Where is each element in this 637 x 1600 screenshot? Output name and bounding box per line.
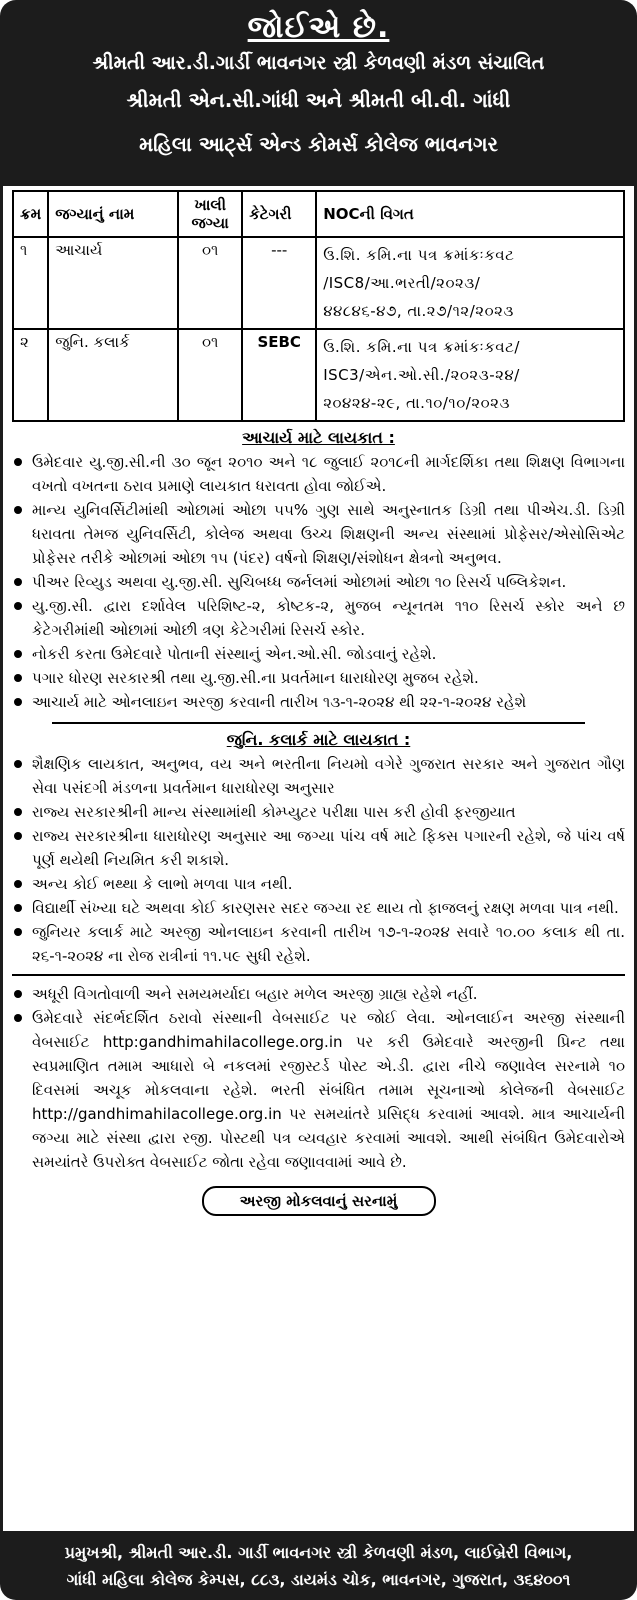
col-header-post: જગ્યાનું નામ — [48, 191, 178, 237]
cell-post: આચાર્ય — [48, 237, 178, 329]
bullet-icon — [14, 602, 22, 610]
col-header-noc: NOCની વિગત — [316, 191, 624, 237]
cell-no: ૧ — [13, 237, 48, 329]
college-name-line1: શ્રીમતી એન.સી.ગાંધી અને શ્રીમતી બી.વી. ગાંધી — [126, 88, 511, 112]
cell-noc — [316, 329, 624, 421]
col-header-category: કેટેગરી — [242, 191, 316, 237]
vacancy-table — [12, 190, 625, 422]
list-item: અન્ય કોઈ ભથ્થા કે લાભો મળવા પાત્ર નથી. — [12, 872, 625, 896]
bullet-icon — [14, 832, 22, 840]
col-header-no: ક્રમ — [13, 191, 48, 237]
table-header-row — [13, 191, 624, 237]
cell-category: SEBC — [242, 329, 316, 421]
bullet-icon — [14, 506, 22, 514]
college-name-line2: મહિલા આર્ટ્સ એન્ડ કોમર્સ કોલેજ ભાવનગર — [139, 132, 498, 156]
list-item: આચાર્ય માટે ઓનલાઇન અરજી કરવાની તારીખ ૧૩-૧-૨૦૨૪ થી ૨૨-૧-૨૦૨૪ રહેશે — [12, 690, 625, 714]
principal-qualification-heading: આચાર્ય માટે લાયકાત : — [242, 428, 395, 447]
list-item: અધૂરી વિગતોવાળી અને સમયમર્યાદા બહાર મળેલ અરજી ગ્રાહ્ય રહેશે નહીં. — [12, 982, 625, 1006]
bullet-icon — [14, 990, 22, 998]
cell-vacancy: ૦૧ — [178, 237, 242, 329]
noc-line: /ISC8/આ.ભરતી/૨૦૨૩/ — [323, 274, 481, 292]
address-line1: પ્રમુખશ્રી, શ્રીમતી આર.ડી. ગાર્ડી ભાવનગર સ્ત્રી કેળવણી મંડળ, લાઈબ્રેરી વિભાગ, — [64, 1543, 573, 1562]
cell-category: --- — [242, 237, 316, 329]
bullet-icon — [14, 808, 22, 816]
bullet-icon — [14, 904, 22, 912]
cell-post: જુનિ. કલાર્ક — [48, 329, 178, 421]
list-item: પગાર ધોરણ સરકારશ્રી તથા યુ.જી.સી.ના પ્રવર્તમાન ધારાધોરણ મુજબ રહેશે. — [12, 666, 625, 690]
bullet-icon — [14, 698, 22, 706]
bullet-icon — [14, 578, 22, 586]
trust-name: શ્રીમતી આર.ડી.ગાર્ડી ભાવનગર સ્ત્રી કેળવણી મંડળ સંચાલિત — [92, 52, 545, 74]
bullet-icon — [14, 1014, 22, 1022]
general-instructions-list — [12, 982, 625, 1174]
cell-vacancy: ૦૧ — [178, 329, 242, 421]
cell-noc — [316, 237, 624, 329]
clerk-qualification-heading: જુનિ. કલાર્ક માટે લાયકાત : — [226, 730, 411, 749]
list-item: યુ.જી.સી. દ્વારા દર્શાવેલ પરિશિષ્ટ-૨, કોષ્ટક-૨, મુજબ ન્યૂનતમ ૧૧૦ રિસર્ચ સ્કોર અને છ કેટેગરીમાંથી ઓછામાં ઓછી ત્રણ કેટેગરીમાં રિસર્ચ સ્કોર. — [12, 594, 625, 642]
divider — [12, 974, 625, 976]
noc-line: ઉ.શિ. કમિ.ના પત્ર ક્રમાંકઃકવટ — [323, 246, 515, 264]
bullet-icon — [14, 928, 22, 936]
bullet-icon — [14, 458, 22, 466]
list-item: નોકરી કરતા ઉમેદવારે પોતાની સંસ્થાનું એન.ઓ.સી. જોડવાનું રહેશે. — [12, 642, 625, 666]
ad-title: જોઈએ છે. — [247, 10, 390, 45]
noc-line: ૨૦૪૨૪-૨૯, તા.૧૦/૧૦/૨૦૨૩ — [323, 394, 510, 412]
address-label: અરજી મોકલવાનું સરનામું — [202, 1186, 436, 1216]
table-row — [13, 329, 624, 421]
list-item: ઉમેદવારે સંદર્ભદર્શિત ઠરાવો સંસ્થાની વેબસાઈટ પર જોઈ લેવા. ઓનલાઈન અરજી સંસ્થાની વેબસાઈટ http:gandhimahilacollege.org.in પર કરી ઉમેદવારે અરજીની પ્રિન્ટ તથા સ્વપ્રમાણિત તમામ આધારો બે નકલમાં રજીસ્ટર્ડ પોસ્ટ એ.ડી. દ્વારા નીચે જણાવેલ સરનામે ૧૦ દિવસમાં અચૂક મોકલવાના રહેશે. ભરતી સંબંધિત તમામ સૂચનાઓ કોલેજની વેબસાઈટ http://gandhimahilacollege.org.in પર સમયાંતરે પ્રસિદ્ધ કરવામાં આવશે. માત્ર આચાર્યની જગ્યા માટે સંસ્થા દ્વારા રજી. પોસ્ટથી પત્ર વ્યવહાર કરવામાં આવશે. આથી સંબંધિત ઉમેદવારોએ સમયાંતરે ઉપરોક્ત વેબસાઈટ જોતા રહેવા જણાવવામાં આવે છે. — [12, 1006, 625, 1174]
noc-line: ઉ.શિ. કમિ.ના પત્ર ક્રમાંકઃકવટ/ — [323, 338, 520, 356]
divider — [52, 722, 585, 724]
table-row — [13, 237, 624, 329]
list-item: ઉમેદવાર યુ.જી.સી.ની ૩૦ જૂન ૨૦૧૦ અને ૧૮ જુલાઈ ૨૦૧૮ની માર્ગદર્શિકા તથા શિક્ષણ વિભાગના વખતો વખતના ઠરાવ પ્રમાણે લાયકાત ધરાવતા હોવા જોઈએ. — [12, 450, 625, 498]
list-item: પીઅર રિવ્યુડ અથવા યુ.જી.સી. સુચિબધ્ધ જર્નલમાં ઓછામાં ઓછા ૧૦ રિસર્ચ પબ્લિકેશન. — [12, 570, 625, 594]
bullet-icon — [14, 880, 22, 888]
bullet-icon — [14, 674, 22, 682]
list-item: માન્ય યુનિવર્સિટીમાંથી ઓછામાં ઓછા ૫૫% ગુણ સાથે અનુસ્નાતક ડિગ્રી તથા પીએચ.ડી. ડિગ્રી ધરાવતા તેમજ યુનિવર્સિટી, કોલેજ અથવા ઉચ્ચ શિક્ષણની અન્ય સંસ્થામાં પ્રોફેસર/એસોસિએટ પ્રોફેસર તરીકે ઓછામાં ઓછા ૧૫ (પંદર) વર્ષનો શિક્ષણ/સંશોધન ક્ષેત્રનો અનુભવ. — [12, 498, 625, 570]
principal-qualification-list — [12, 450, 625, 714]
bullet-icon — [14, 650, 22, 658]
list-item: રાજ્ય સરકારશ્રીના ધારાધોરણ અનુસાર આ જગ્યા પાંચ વર્ષ માટે ફિક્સ પગારની રહેશે, જે પાંચ વર્ષ પૂર્ણ થયેથી નિયમિત કરી શકાશે. — [12, 824, 625, 872]
address-line2: ગાંધી મહિલા કોલેજ કેમ્પસ, ૮૮૩, ડાયમંડ ચોક, ભાવનગર, ગુજરાત, ૩૬૪૦૦૧ — [66, 1570, 571, 1589]
list-item: શૈક્ષણિક લાયકાત, અનુભવ, વય અને ભરતીના નિયમો વગેરે ગુજરાત સરકાર અને ગુજરાત ગૌણ સેવા પસંદગી મંડળના પ્રવર્તમાન ધારાધોરણ અનુસાર — [12, 752, 625, 800]
noc-line: ૪૪૮૪૬-૪૭, તા.૨૭/૧૨/૨૦૨૩ — [323, 302, 514, 320]
clerk-qualification-list — [12, 752, 625, 968]
list-item: વિદ્યાર્થી સંખ્યા ઘટે અથવા કોઈ કારણસર સદર જગ્યા રદ થાય તો ફાજલનું રક્ષણ મળવા પાત્ર નથી. — [12, 896, 625, 920]
list-item: રાજ્ય સરકારશ્રીની માન્ય સંસ્થામાંથી કોમ્પ્યુટર પરીક્ષા પાસ કરી હોવી ફરજીયાત — [12, 800, 625, 824]
ad-header — [0, 0, 637, 186]
address-footer — [0, 1531, 637, 1600]
ad-body — [0, 186, 637, 1531]
bullet-icon — [14, 760, 22, 768]
cell-no: ૨ — [13, 329, 48, 421]
col-header-vacancy: ખાલી જગ્યા — [178, 191, 242, 237]
noc-line: ISC3/એન.ઓ.સી./૨૦૨૩-૨૪/ — [323, 366, 520, 384]
list-item: જુનિયર કલાર્ક માટે અરજી ઓનલાઇન કરવાની તારીખ ૧૭-૧-૨૦૨૪ સવારે ૧૦.૦૦ કલાક થી તા. ૨૬-૧-૨૦૨૪ ના રોજ રાત્રીનાં ૧૧.૫૯ સુધી રહેશે. — [12, 920, 625, 968]
